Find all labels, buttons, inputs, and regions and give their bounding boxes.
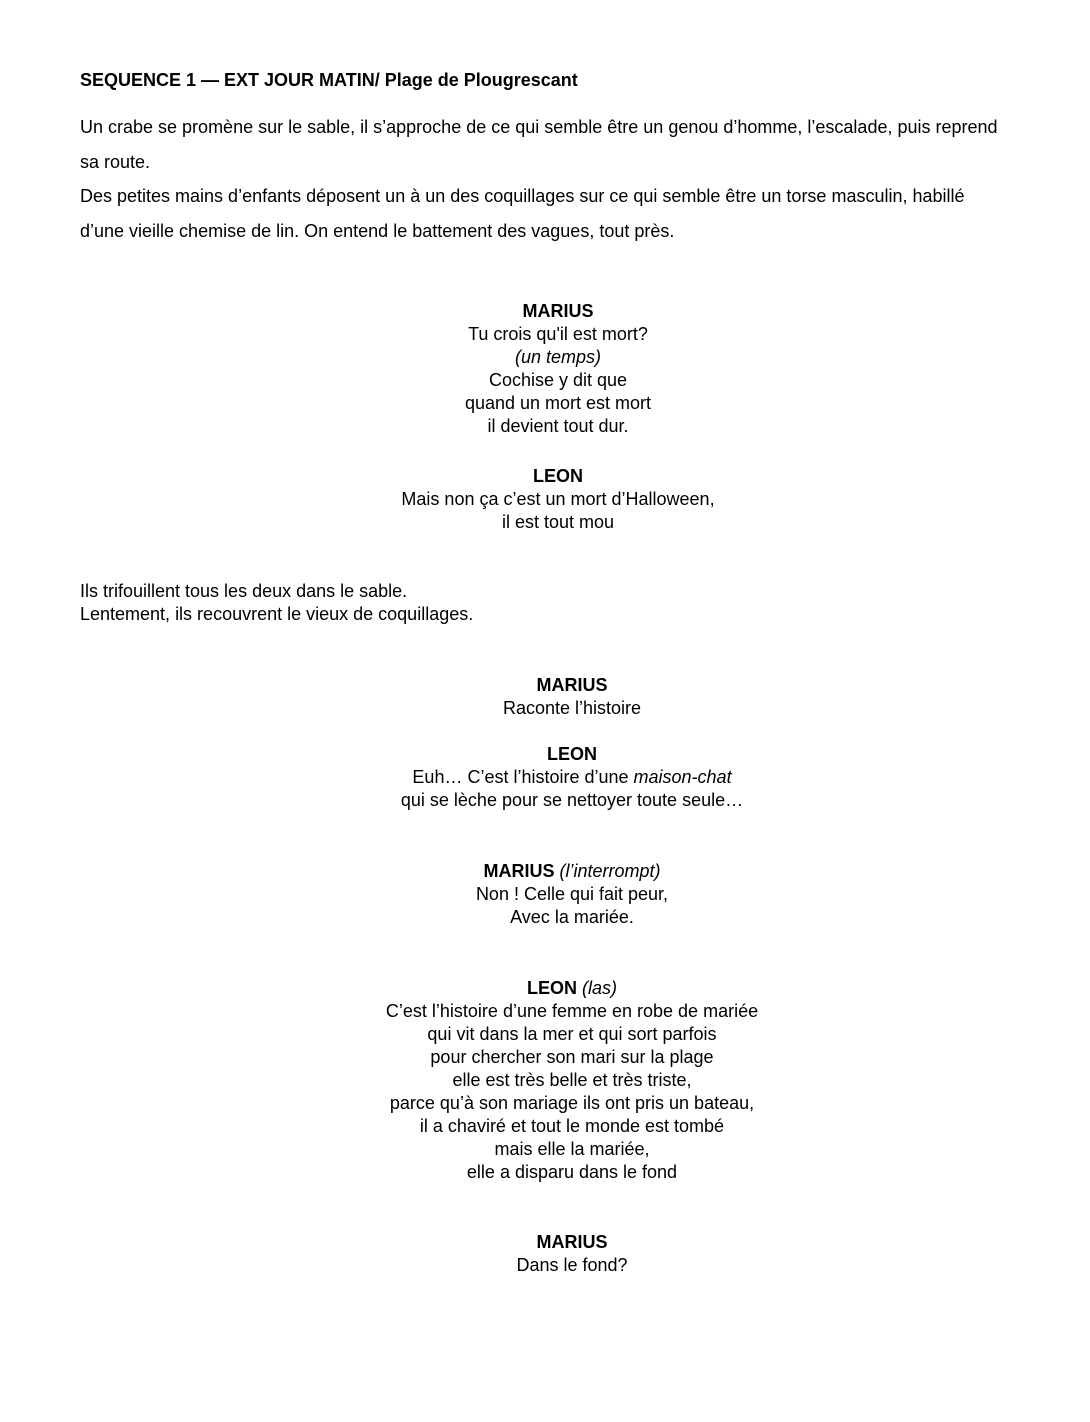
dialogue-block-leon-1 <box>298 465 818 534</box>
character-name: MARIUS <box>522 301 594 321</box>
dialogue-line: parce qu’à son mariage ils ont pris un bateau, <box>389 1093 755 1113</box>
dialogue-line: pour chercher son mari sur la plage <box>430 1047 714 1067</box>
dialogue-block-marius-3 <box>312 860 832 929</box>
character-line <box>312 860 832 883</box>
dialogue-line: elle est très belle et très triste, <box>452 1070 692 1090</box>
character-name: LEON <box>532 466 583 486</box>
action-line: Un crabe se promène sur le sable, il s’approche de ce qui semble être un genou d’homme, l’escalade, puis reprend <box>80 117 998 137</box>
emphasis-text: maison-chat <box>633 767 732 787</box>
scene-heading: SEQUENCE 1 — EXT JOUR MATIN/ Plage de Plougrescant <box>80 70 578 90</box>
action-line: Des petites mains d’enfants déposent un à un des coquillages sur ce qui semble être un torse masculin, habillé <box>80 186 965 206</box>
dialogue-line: Tu crois qu'il est mort? <box>468 324 648 344</box>
action-line: Lentement, ils recouvrent le vieux de coquillages. <box>80 604 474 624</box>
parenthetical: (un temps) <box>514 347 602 367</box>
dialogue-block-leon-2 <box>312 743 832 812</box>
dialogue-line: Raconte l’histoire <box>502 698 642 718</box>
dialogue-line: il devient tout dur. <box>487 416 629 436</box>
dialogue-text: Euh… C’est l’histoire d’une <box>412 767 634 787</box>
dialogue-block-leon-3 <box>312 977 832 1184</box>
character-name: MARIUS <box>536 675 608 695</box>
dialogue-line: mais elle la mariée, <box>494 1139 650 1159</box>
dialogue-block-marius-2 <box>312 674 832 720</box>
dialogue-line: il a chaviré et tout le monde est tombé <box>419 1116 725 1136</box>
dialogue-line: quand un mort est mort <box>464 393 652 413</box>
character-name: MARIUS <box>483 861 555 881</box>
action-block-1 <box>80 110 1020 248</box>
dialogue-block-marius-4 <box>312 1231 832 1277</box>
parenthetical: (las) <box>582 978 618 998</box>
dialogue-line <box>312 766 832 789</box>
dialogue-line: Cochise y dit que <box>488 370 628 390</box>
character-name: LEON <box>526 978 577 998</box>
action-line: d’une vieille chemise de lin. On entend le battement des vagues, tout près. <box>80 220 675 241</box>
action-block-2 <box>80 580 473 626</box>
dialogue-line: qui se lèche pour se nettoyer toute seule… <box>400 790 744 810</box>
character-line <box>312 977 832 1000</box>
parenthetical: (l’interrompt) <box>559 861 661 881</box>
dialogue-line: il est tout mou <box>501 512 615 532</box>
dialogue-line: qui vit dans la mer et qui sort parfois <box>427 1024 717 1044</box>
dialogue-line: Dans le fond? <box>516 1255 628 1275</box>
dialogue-line: Mais non ça c’est un mort d’Halloween, <box>401 489 715 509</box>
character-name: LEON <box>546 744 597 764</box>
character-name: MARIUS <box>536 1232 608 1252</box>
dialogue-line: Non ! Celle qui fait peur, <box>475 884 669 904</box>
dialogue-line: C’est l’histoire d’une femme en robe de mariée <box>385 1001 759 1021</box>
dialogue-line: Avec la mariée. <box>510 907 634 927</box>
action-line: sa route. <box>80 151 151 172</box>
action-line: Ils trifouillent tous les deux dans le sable. <box>80 581 408 601</box>
dialogue-line: elle a disparu dans le fond <box>466 1162 678 1182</box>
dialogue-block-marius-1 <box>298 300 818 438</box>
